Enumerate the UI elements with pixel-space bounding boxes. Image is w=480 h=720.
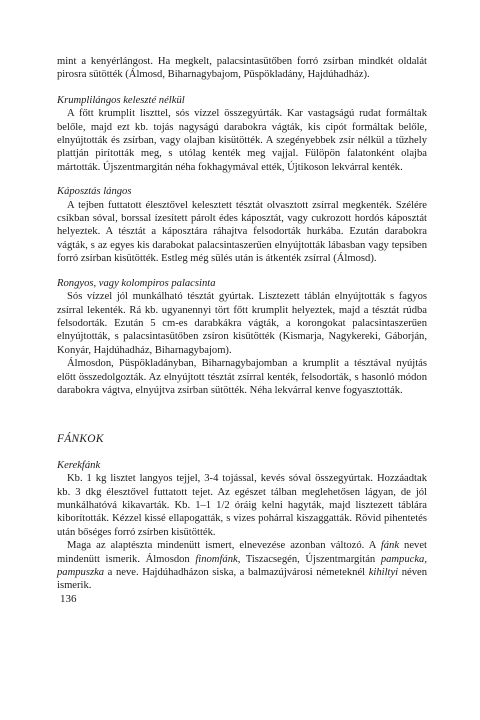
text-column (57, 55, 427, 593)
recipe-title-kaposztas-langos: Káposztás lángos (57, 186, 132, 198)
recipe-title-rongyos-palacsinta: Rongyos, vagy kolompiros palacsinta (57, 277, 216, 289)
term-pampucka: pampucka, pampuszka (57, 553, 427, 578)
text-run: nevet mindenütt ismerik. Álmosdon (57, 540, 427, 565)
section-title-fankok: FÁNKOK (57, 433, 104, 446)
term-finomfank: finomfánk (195, 553, 238, 565)
term-kihiltyi: kihiltyi (368, 567, 399, 578)
text-run: Maga az alaptészta mindenütt ismert, elnevezése azonban változó. A (67, 540, 381, 552)
recipe-text-krumplilangos: A főtt krumplit liszttel, sós vízzel összegyúrták. Kar vastagságú rudat formáltak belőle, majd ezt kb. tojás nagyságú darabokra vágták, kis cipót formáltak belőle, elnyújtották és zsírban, vagy olajban kisütötték. A szegényebbek zsír nélkül a tűzhely plattján pirították meg, s utólag kenték meg vajjal. Fülöpön falatonként olajba mártották. Újszentmargitán néha fokhagymával ették, Újtikoson lekvárral kenték. (57, 108, 427, 173)
recipe-title-kerekfank: Kerekfánk (57, 459, 101, 471)
continuation-paragraph: mint a kenyérlángost. Ha megkelt, palacsintasütőben forró zsírban mindkét oldalát pirosra sütötték (Álmosd, Biharnagybajom, Püspökladány, Hajdúhadház). (57, 56, 427, 81)
text-run: néven ismerik. (57, 567, 427, 592)
recipe-title-krumplilangos: Krumplilángos keleszté nélkül (57, 94, 185, 106)
recipe-text-rongyos-palacsinta-2: Álmosdon, Püspökladányban, Biharnagybajomban a krumplit a tésztával nyújtás előtt összedolgozták. Az elnyújtott tésztát zsírral kenték, felsodorták, s hasonló módon darabokra vágtva, elnyújtva zsírban sütötték. Néha lekvárral kenve fogyasztották. (57, 358, 427, 396)
recipe-text-kerekfank-2 (57, 539, 427, 593)
recipe-text-rongyos-palacsinta-1: Sós vízzel jól munkálható tésztát gyúrtak. Lisztezett táblán elnyújtották s fagyos zsírral lekenték. Rá kb. ugyanennyi tört főtt krumplit helyeztek, majd a tésztát rúdba felsodorták. Ezután 5 cm-es darabkákra vágták, a korongokat palacsintaszerűen elnyújtották, s palacsintasütőben zsíron kisütötték (Kismarja, Nagykereki, Gáborján, Konyár, Hajdúhadház, Biharnagybajom). (57, 291, 427, 356)
recipe-text-kaposztas-langos: A tejben futtatott élesztővel kelesztett tésztát olvasztott zsírral megkenték. Szélére csíkban sóval, borssal ízesített párolt édes káposztát, vagy cukrozott hordós káposztát helyeztek. A tésztát a káposztára ráhajtva felsodorták hurkába. Ezután darabokra vágták, s az egyes kis darabokat palacsintaszerűen elnyújtották lábasban vagy tepsiben forró zsírban kisütötték. Estleg még sülés után is átkenték zsírral (Álmosd). (57, 199, 427, 265)
page-number: 136 (60, 593, 77, 605)
term-fank: fánk (380, 540, 400, 552)
text-run: a neve. Hajdúhadházon siska, a balmazújvárosi németeknél (104, 567, 369, 578)
recipe-text-kerekfank-1: Kb. 1 kg lisztet langyos tejjel, 3-4 tojással, kevés sóval összegyúrtak. Hozzáadtak kb. 3 dkg élesztővel futtatott tejet. Az egészet tálban meglehetősen lágyan, de jól munkálhatóvá kikavarták. Kb. 1–1 1/2 óráig kelni hagyták, majd lisztezett táblára kiborították. Kézzel kissé ellapogatták, s vizes pohárral kiszaggatták. Rövid pihentetés után bőséges forró zsírben kisütötték. (57, 473, 427, 538)
text-run: , Tiszacsegén, Újszentmargitán (237, 553, 381, 565)
